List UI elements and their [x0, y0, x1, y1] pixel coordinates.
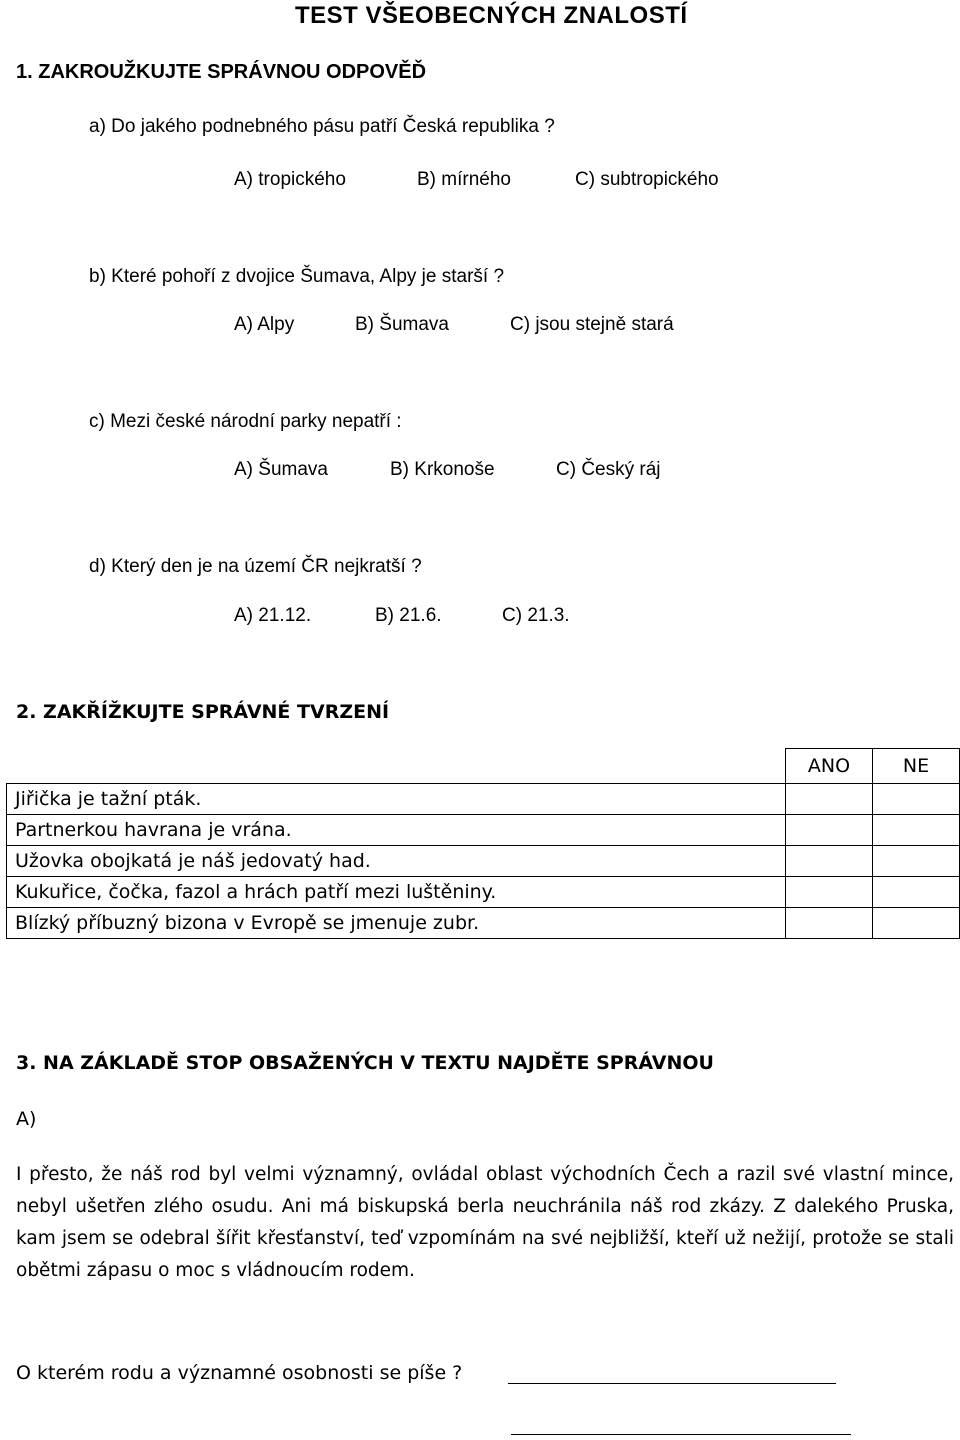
answer-d-option-a[interactable]: A) 21.12.: [234, 605, 312, 626]
answer-d-option-c[interactable]: C) 21.3.: [502, 605, 570, 626]
column-no-header: NE: [873, 749, 960, 784]
question-c: c) Mezi české národní parky nepatří :: [89, 411, 402, 432]
statement-text: Jiřička je tažní pták.: [7, 784, 786, 815]
checkbox-cell-yes[interactable]: [786, 908, 873, 939]
answer-c-option-b[interactable]: B) Krkonoše: [390, 459, 495, 480]
question-a: a) Do jakého podnebného pásu patří Česká republika ?: [89, 116, 555, 137]
answer-a-option-b[interactable]: B) mírného: [417, 169, 511, 190]
text-label: A): [16, 1108, 37, 1130]
question-d: d) Který den je na území ČR nejkratší ?: [89, 556, 422, 577]
answer-b-option-c[interactable]: C) jsou stejně stará: [510, 314, 674, 335]
table-row: [7, 846, 960, 877]
statement-text: Partnerkou havrana je vrána.: [7, 815, 786, 846]
section-2-heading: 2. ZAKŘÍŽKUJTE SPRÁVNÉ TVRZENÍ: [16, 701, 390, 723]
table-row: [7, 908, 960, 939]
question-b: b) Které pohoří z dvojice Šumava, Alpy je starší ?: [89, 266, 505, 287]
checkbox-cell-no[interactable]: [873, 846, 960, 877]
checkbox-cell-yes[interactable]: [786, 784, 873, 815]
section-3-heading: 3. NA ZÁKLADĚ STOP OBSAŽENÝCH V TEXTU NAJDĚTE SPRÁVNOU: [16, 1052, 714, 1074]
text-passage: I přesto, že náš rod byl velmi významný, ovládal oblast východních Čech a razil své vlastní mince, nebyl ušetřen zlého osudu. Ani má biskupská berla neuchránila náš rod zkázy. Z dalekého Pruska, kam jsem se odebral šířit křesťanství, teď vzpomínám na své nejbližší, kteří už nežijí, protože se stali obětmi zápasu o moc s vládnoucím rodem.: [16, 1164, 954, 1281]
section-1-heading: 1. ZAKROUŽKUJTE SPRÁVNOU ODPOVĚĎ: [16, 61, 427, 83]
statement-text: Blízký příbuzný bizona v Evropě se jmenuje zubr.: [7, 908, 786, 939]
table-header-row: [7, 749, 960, 784]
checkbox-cell-yes[interactable]: [786, 815, 873, 846]
statement-text: Užovka obojkatá je náš jedovatý had.: [7, 846, 786, 877]
checkbox-cell-no[interactable]: [873, 815, 960, 846]
answer-c-option-a[interactable]: A) Šumava: [234, 459, 328, 480]
answer-b-option-b[interactable]: B) Šumava: [355, 314, 449, 335]
answer-c-option-c[interactable]: C) Český ráj: [556, 459, 661, 480]
table-row: [7, 815, 960, 846]
statement-text: Kukuřice, čočka, fazol a hrách patří mezi luštěniny.: [7, 877, 786, 908]
answer-d-option-b[interactable]: B) 21.6.: [375, 605, 442, 626]
final-question: O kterém rodu a významné osobnosti se píše ?: [16, 1362, 463, 1384]
table-row: [7, 877, 960, 908]
table-row: [7, 784, 960, 815]
page-title: TEST VŠEOBECNÝCH ZNALOSTÍ: [295, 2, 688, 29]
column-yes-header: ANO: [786, 749, 873, 784]
checkbox-cell-no[interactable]: [873, 908, 960, 939]
answer-a-option-a[interactable]: A) tropického: [234, 169, 346, 190]
checkbox-cell-yes[interactable]: [786, 846, 873, 877]
answer-b-option-a[interactable]: A) Alpy: [234, 314, 295, 335]
answer-a-option-c[interactable]: C) subtropického: [575, 169, 719, 190]
answer-line-2[interactable]: [511, 1434, 851, 1435]
true-false-table: [6, 748, 960, 939]
checkbox-cell-yes[interactable]: [786, 877, 873, 908]
checkbox-cell-no[interactable]: [873, 784, 960, 815]
answer-line-1[interactable]: [508, 1383, 836, 1384]
checkbox-cell-no[interactable]: [873, 877, 960, 908]
